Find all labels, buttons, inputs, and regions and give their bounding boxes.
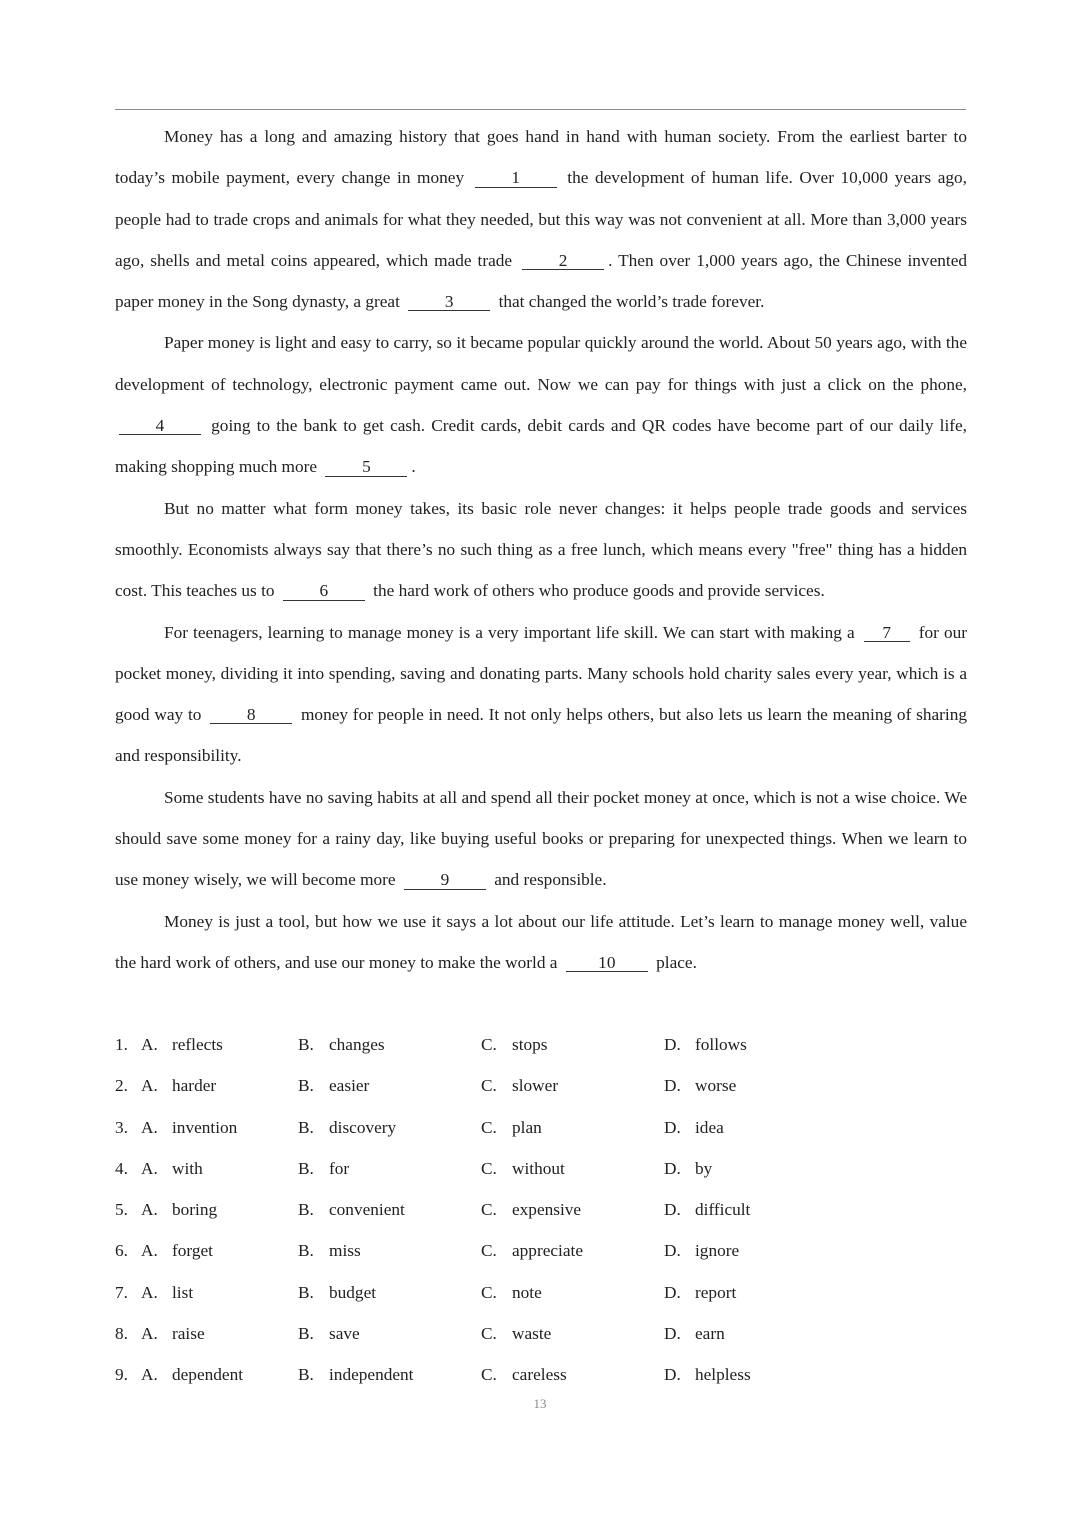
option-letter: C. — [481, 1117, 497, 1137]
text: for our pocket money, dividing it into spending, saving and donating parts. Many schools hold charity sales every year, which is a good way to — [115, 622, 967, 725]
option-letter: D. — [664, 1076, 681, 1096]
option-text: miss — [329, 1241, 361, 1261]
option-a — [141, 1272, 193, 1313]
paragraph-1 — [115, 116, 967, 322]
option-text: convenient — [329, 1200, 405, 1220]
option-text: budget — [329, 1282, 377, 1302]
option-b — [298, 1065, 369, 1106]
option-letter: D. — [664, 1282, 681, 1302]
option-d — [664, 1230, 739, 1271]
option-letter: C. — [481, 1241, 497, 1261]
option-letter: B. — [298, 1035, 314, 1054]
blank-1: 1 — [475, 169, 557, 187]
text: . Then over 1,000 years ago, the Chinese invented paper money in the Song dynasty, a great — [115, 250, 967, 312]
option-a — [141, 1313, 205, 1354]
option-letter: D. — [664, 1035, 681, 1054]
blank-8: 8 — [210, 706, 292, 724]
option-letter: C. — [481, 1158, 497, 1178]
text: Paper money is light and easy to carry, so it became popular quickly around the world. About 50 years ago, with the development of technology, electronic payment came out. Now we can pay for things with just a click on the phone, — [115, 333, 967, 394]
option-letter: A. — [141, 1282, 158, 1302]
option-letter: C. — [481, 1076, 497, 1096]
paragraph-2 — [115, 322, 967, 487]
option-a — [141, 1148, 203, 1189]
option-text: invention — [172, 1117, 238, 1137]
option-d — [664, 1272, 736, 1313]
option-letter: A. — [141, 1324, 158, 1344]
option-c — [481, 1065, 558, 1106]
option-letter: A. — [141, 1117, 158, 1137]
option-text: save — [329, 1324, 360, 1344]
option-letter: D. — [664, 1117, 681, 1137]
option-text: boring — [172, 1200, 218, 1220]
option-text: expensive — [512, 1200, 582, 1220]
option-text: appreciate — [512, 1241, 583, 1261]
paragraph-4 — [115, 612, 967, 777]
text: the hard work of others who produce goods and provide services. — [373, 581, 825, 601]
text: the development of human life. Over 10,000 years ago, people had to trade crops and animals for what they needed, but this way was not convenient at all. More than 3,000 years ago, shells and metal coins appeared, which made trade — [115, 168, 967, 270]
paragraph-3 — [115, 488, 967, 612]
option-row — [115, 1230, 875, 1271]
paragraph-6 — [115, 901, 967, 984]
option-text: list — [172, 1282, 194, 1302]
option-letter: C. — [481, 1035, 497, 1054]
question-number: 5. — [115, 1200, 128, 1220]
option-c — [481, 1313, 551, 1354]
option-letter: B. — [298, 1324, 314, 1344]
option-text: dependent — [172, 1365, 244, 1385]
option-text: note — [512, 1282, 542, 1302]
blank-6: 6 — [283, 582, 365, 600]
option-row — [115, 1189, 875, 1230]
option-c — [481, 1024, 548, 1065]
option-letter: C. — [481, 1365, 497, 1385]
option-text: stops — [512, 1035, 548, 1054]
option-b — [298, 1148, 349, 1189]
text: For teenagers, learning to manage money is a very important life skill. We can start with making a — [164, 622, 855, 642]
option-b — [298, 1230, 361, 1271]
option-row — [115, 1148, 875, 1189]
option-text: follows — [695, 1035, 747, 1054]
option-letter: C. — [481, 1200, 497, 1220]
blank-4: 4 — [119, 417, 201, 435]
option-text: raise — [172, 1324, 205, 1344]
option-a — [141, 1107, 237, 1148]
question-number: 9. — [115, 1365, 128, 1385]
option-a — [141, 1354, 243, 1395]
option-letter: D. — [664, 1365, 681, 1385]
text: and responsible. — [494, 870, 607, 890]
option-text: reflects — [172, 1035, 223, 1054]
option-text: careless — [512, 1365, 567, 1385]
page-number: 13 — [533, 1396, 547, 1411]
text: money for people in need. It not only helps others, but also lets us learn the meaning of sharing and responsibility. — [115, 705, 967, 766]
blank-3: 3 — [408, 293, 490, 311]
option-text: waste — [512, 1324, 552, 1344]
option-row — [115, 1313, 875, 1354]
option-c — [481, 1272, 542, 1313]
answer-options — [115, 1024, 875, 1396]
option-a — [141, 1230, 213, 1271]
option-letter: C. — [481, 1282, 497, 1302]
option-b — [298, 1024, 385, 1065]
blank-2: 2 — [522, 252, 604, 270]
option-text: forget — [172, 1241, 213, 1261]
option-d — [664, 1107, 724, 1148]
paragraph-5 — [115, 777, 967, 901]
option-d — [664, 1313, 725, 1354]
option-letter: B. — [298, 1365, 314, 1385]
text: going to the bank to get cash. Credit cards, debit cards and QR codes have become part of our daily life, making shopping much more — [115, 416, 967, 477]
option-letter: B. — [298, 1158, 314, 1178]
option-a — [141, 1065, 216, 1106]
option-row — [115, 1065, 875, 1106]
option-text: discovery — [329, 1117, 397, 1137]
option-row — [115, 1272, 875, 1313]
text: Money is just a tool, but how we use it says a lot about our life attitude. Let’s learn to manage money well, value the hard work of others, and use our money to make the world a — [115, 911, 967, 972]
option-text: difficult — [695, 1200, 751, 1220]
option-row — [115, 1107, 875, 1148]
text: that changed the world’s trade forever. — [498, 292, 765, 312]
question-number: 6. — [115, 1241, 128, 1261]
option-text: plan — [512, 1117, 542, 1137]
option-letter: A. — [141, 1035, 158, 1054]
option-letter: D. — [664, 1324, 681, 1344]
cloze-passage — [115, 116, 967, 983]
option-b — [298, 1313, 360, 1354]
question-number: 3. — [115, 1117, 128, 1137]
question-number: 4. — [115, 1158, 128, 1178]
option-text: slower — [512, 1076, 559, 1096]
blank-10: 10 — [566, 954, 648, 972]
question-number: 8. — [115, 1324, 128, 1344]
option-c — [481, 1189, 581, 1230]
option-letter: A. — [141, 1241, 158, 1261]
text: . — [411, 457, 416, 477]
option-text: for — [329, 1158, 350, 1178]
question-number: 7. — [115, 1282, 128, 1302]
question-number: 1. — [115, 1035, 128, 1054]
option-text: independent — [329, 1365, 414, 1385]
option-a — [141, 1189, 217, 1230]
blank-5: 5 — [325, 458, 407, 476]
option-c — [481, 1354, 567, 1395]
text: place. — [656, 952, 697, 972]
option-d — [664, 1148, 712, 1189]
option-letter: B. — [298, 1076, 314, 1096]
option-a — [141, 1024, 223, 1065]
option-letter: C. — [481, 1324, 497, 1344]
option-d — [664, 1024, 747, 1065]
text: Some students have no saving habits at all and spend all their pocket money at once, which is not a wise choice. We should save some money for a rainy day, like buying useful books or preparing for unexpected things. When we learn to use money wisely, we will become more — [115, 787, 967, 890]
option-letter: A. — [141, 1200, 158, 1220]
option-b — [298, 1189, 405, 1230]
option-text: helpless — [695, 1365, 751, 1385]
option-letter: B. — [298, 1117, 314, 1137]
header-rule — [115, 109, 966, 110]
option-row — [115, 1354, 875, 1395]
text: But no matter what form money takes, its basic role never changes: it helps people trade goods and services smoothly. Economists always say that there’s no such thing as a free lunch, which means every "free" thing has a hidden cost. This teaches us to — [115, 498, 967, 601]
option-b — [298, 1272, 376, 1313]
option-letter: B. — [298, 1241, 314, 1261]
blank-9: 9 — [404, 871, 486, 889]
option-letter: B. — [298, 1282, 314, 1302]
option-text: earn — [695, 1324, 725, 1344]
option-c — [481, 1148, 565, 1189]
option-text: report — [695, 1282, 737, 1302]
option-text: with — [172, 1158, 203, 1178]
option-letter: A. — [141, 1158, 158, 1178]
question-number: 2. — [115, 1076, 128, 1096]
option-letter: A. — [141, 1365, 158, 1385]
option-c — [481, 1230, 583, 1271]
blank-7: 7 — [864, 624, 910, 642]
option-text: easier — [329, 1076, 370, 1096]
option-b — [298, 1354, 413, 1395]
option-letter: D. — [664, 1241, 681, 1261]
option-text: idea — [695, 1117, 724, 1137]
option-d — [664, 1189, 750, 1230]
option-letter: D. — [664, 1158, 681, 1178]
text: Money has a long and amazing history that goes hand in hand with human society. From the earliest barter to today’s mobile payment, every change in money — [115, 127, 967, 188]
option-text: ignore — [695, 1241, 740, 1261]
option-b — [298, 1107, 396, 1148]
option-text: by — [695, 1158, 713, 1178]
option-c — [481, 1107, 542, 1148]
option-letter: A. — [141, 1076, 158, 1096]
option-d — [664, 1354, 751, 1395]
option-text: changes — [329, 1035, 385, 1054]
option-text: harder — [172, 1076, 217, 1096]
option-text: without — [512, 1158, 565, 1178]
option-row — [115, 1024, 875, 1065]
option-letter: B. — [298, 1200, 314, 1220]
option-letter: D. — [664, 1200, 681, 1220]
option-d — [664, 1065, 736, 1106]
option-text: worse — [695, 1076, 737, 1096]
